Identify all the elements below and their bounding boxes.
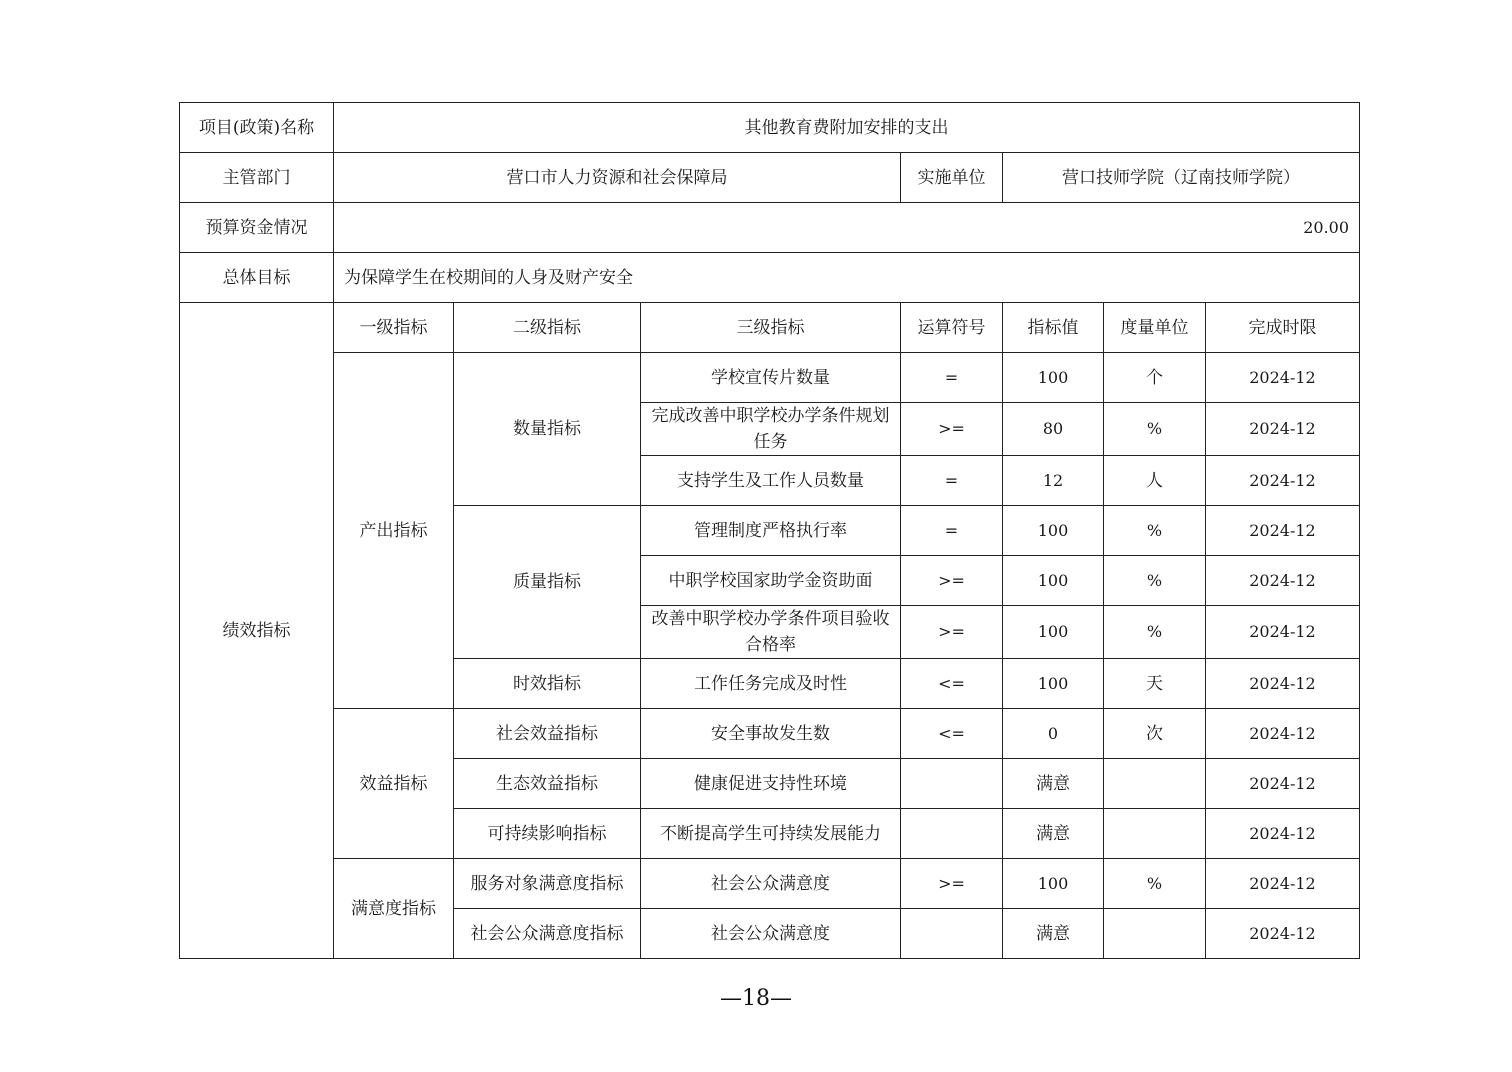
unit-cell: 天 [1104, 659, 1206, 709]
unit-cell [1104, 909, 1206, 959]
level3-cell: 健康促进支持性环境 [641, 759, 901, 809]
overall-goal-value: 为保障学生在校期间的人身及财产安全 [334, 253, 1360, 303]
level1-cell: 产出指标 [334, 353, 454, 709]
value-cell: 100 [1003, 353, 1104, 403]
operator-cell: >= [901, 403, 1003, 456]
unit-cell: % [1104, 403, 1206, 456]
level3-cell: 支持学生及工作人员数量 [641, 456, 901, 506]
budget-row [180, 203, 1360, 253]
value-cell: 满意 [1003, 909, 1104, 959]
deadline-cell: 2024-12 [1206, 353, 1360, 403]
operator-cell [901, 759, 1003, 809]
unit-cell: % [1104, 556, 1206, 606]
department-value: 营口市人力资源和社会保障局 [334, 153, 901, 203]
value-cell: 0 [1003, 709, 1104, 759]
performance-indicator-label: 绩效指标 [180, 303, 334, 959]
operator-cell: = [901, 456, 1003, 506]
operator-cell: = [901, 506, 1003, 556]
column-header: 度量单位 [1104, 303, 1206, 353]
column-header: 指标值 [1003, 303, 1104, 353]
operator-cell [901, 909, 1003, 959]
unit-cell [1104, 809, 1206, 859]
deadline-cell: 2024-12 [1206, 506, 1360, 556]
level2-cell: 质量指标 [454, 506, 641, 659]
deadline-cell: 2024-12 [1206, 759, 1360, 809]
level2-cell: 可持续影响指标 [454, 809, 641, 859]
operator-cell: <= [901, 709, 1003, 759]
operator-cell: = [901, 353, 1003, 403]
deadline-cell: 2024-12 [1206, 809, 1360, 859]
table-row [180, 353, 1360, 403]
value-cell: 80 [1003, 403, 1104, 456]
page-number: —18— [720, 986, 792, 1011]
department-label: 主管部门 [180, 153, 334, 203]
value-cell: 12 [1003, 456, 1104, 506]
deadline-cell: 2024-12 [1206, 606, 1360, 659]
deadline-cell: 2024-12 [1206, 456, 1360, 506]
level2-cell: 时效指标 [454, 659, 641, 709]
value-cell: 满意 [1003, 759, 1104, 809]
level3-cell: 完成改善中职学校办学条件规划任务 [641, 403, 901, 456]
value-cell: 100 [1003, 506, 1104, 556]
level3-cell: 改善中职学校办学条件项目验收合格率 [641, 606, 901, 659]
overall-goal-label: 总体目标 [180, 253, 334, 303]
level2-cell: 社会效益指标 [454, 709, 641, 759]
value-cell: 满意 [1003, 809, 1104, 859]
operator-cell [901, 809, 1003, 859]
operator-cell: >= [901, 606, 1003, 659]
level3-cell: 安全事故发生数 [641, 709, 901, 759]
level2-cell: 生态效益指标 [454, 759, 641, 809]
level1-cell: 效益指标 [334, 709, 454, 859]
unit-cell: % [1104, 606, 1206, 659]
operator-cell: <= [901, 659, 1003, 709]
indicator-header-row [180, 303, 1360, 353]
operator-cell: >= [901, 556, 1003, 606]
unit-cell [1104, 759, 1206, 809]
operator-cell: >= [901, 859, 1003, 909]
budget-label: 预算资金情况 [180, 203, 334, 253]
overall-goal-row [180, 253, 1360, 303]
unit-cell: % [1104, 859, 1206, 909]
level3-cell: 管理制度严格执行率 [641, 506, 901, 556]
deadline-cell: 2024-12 [1206, 659, 1360, 709]
level1-cell: 满意度指标 [334, 859, 454, 959]
table-row [180, 709, 1360, 759]
level2-cell: 社会公众满意度指标 [454, 909, 641, 959]
implementing-unit-value: 营口技师学院（辽南技师学院） [1003, 153, 1360, 203]
project-name-label: 项目(政策)名称 [180, 103, 334, 153]
deadline-cell: 2024-12 [1206, 859, 1360, 909]
department-row [180, 153, 1360, 203]
level3-cell: 中职学校国家助学金资助面 [641, 556, 901, 606]
deadline-cell: 2024-12 [1206, 403, 1360, 456]
unit-cell: 次 [1104, 709, 1206, 759]
level3-cell: 工作任务完成及时性 [641, 659, 901, 709]
deadline-cell: 2024-12 [1206, 909, 1360, 959]
column-header: 运算符号 [901, 303, 1003, 353]
project-name-row [180, 103, 1360, 153]
project-name-value: 其他教育费附加安排的支出 [334, 103, 1360, 153]
level2-cell: 数量指标 [454, 353, 641, 506]
unit-cell: % [1104, 506, 1206, 556]
level2-cell: 服务对象满意度指标 [454, 859, 641, 909]
level3-cell: 社会公众满意度 [641, 909, 901, 959]
unit-cell: 个 [1104, 353, 1206, 403]
level3-cell: 不断提高学生可持续发展能力 [641, 809, 901, 859]
column-header: 三级指标 [641, 303, 901, 353]
value-cell: 100 [1003, 606, 1104, 659]
level3-cell: 学校宣传片数量 [641, 353, 901, 403]
implementing-unit-label: 实施单位 [901, 153, 1003, 203]
column-header: 二级指标 [454, 303, 641, 353]
deadline-cell: 2024-12 [1206, 709, 1360, 759]
performance-target-table [179, 102, 1360, 959]
value-cell: 100 [1003, 556, 1104, 606]
unit-cell: 人 [1104, 456, 1206, 506]
value-cell: 100 [1003, 859, 1104, 909]
level3-cell: 社会公众满意度 [641, 859, 901, 909]
table-row [180, 859, 1360, 909]
column-header: 完成时限 [1206, 303, 1360, 353]
value-cell: 100 [1003, 659, 1104, 709]
budget-value: 20.00 [334, 203, 1360, 253]
deadline-cell: 2024-12 [1206, 556, 1360, 606]
column-header: 一级指标 [334, 303, 454, 353]
